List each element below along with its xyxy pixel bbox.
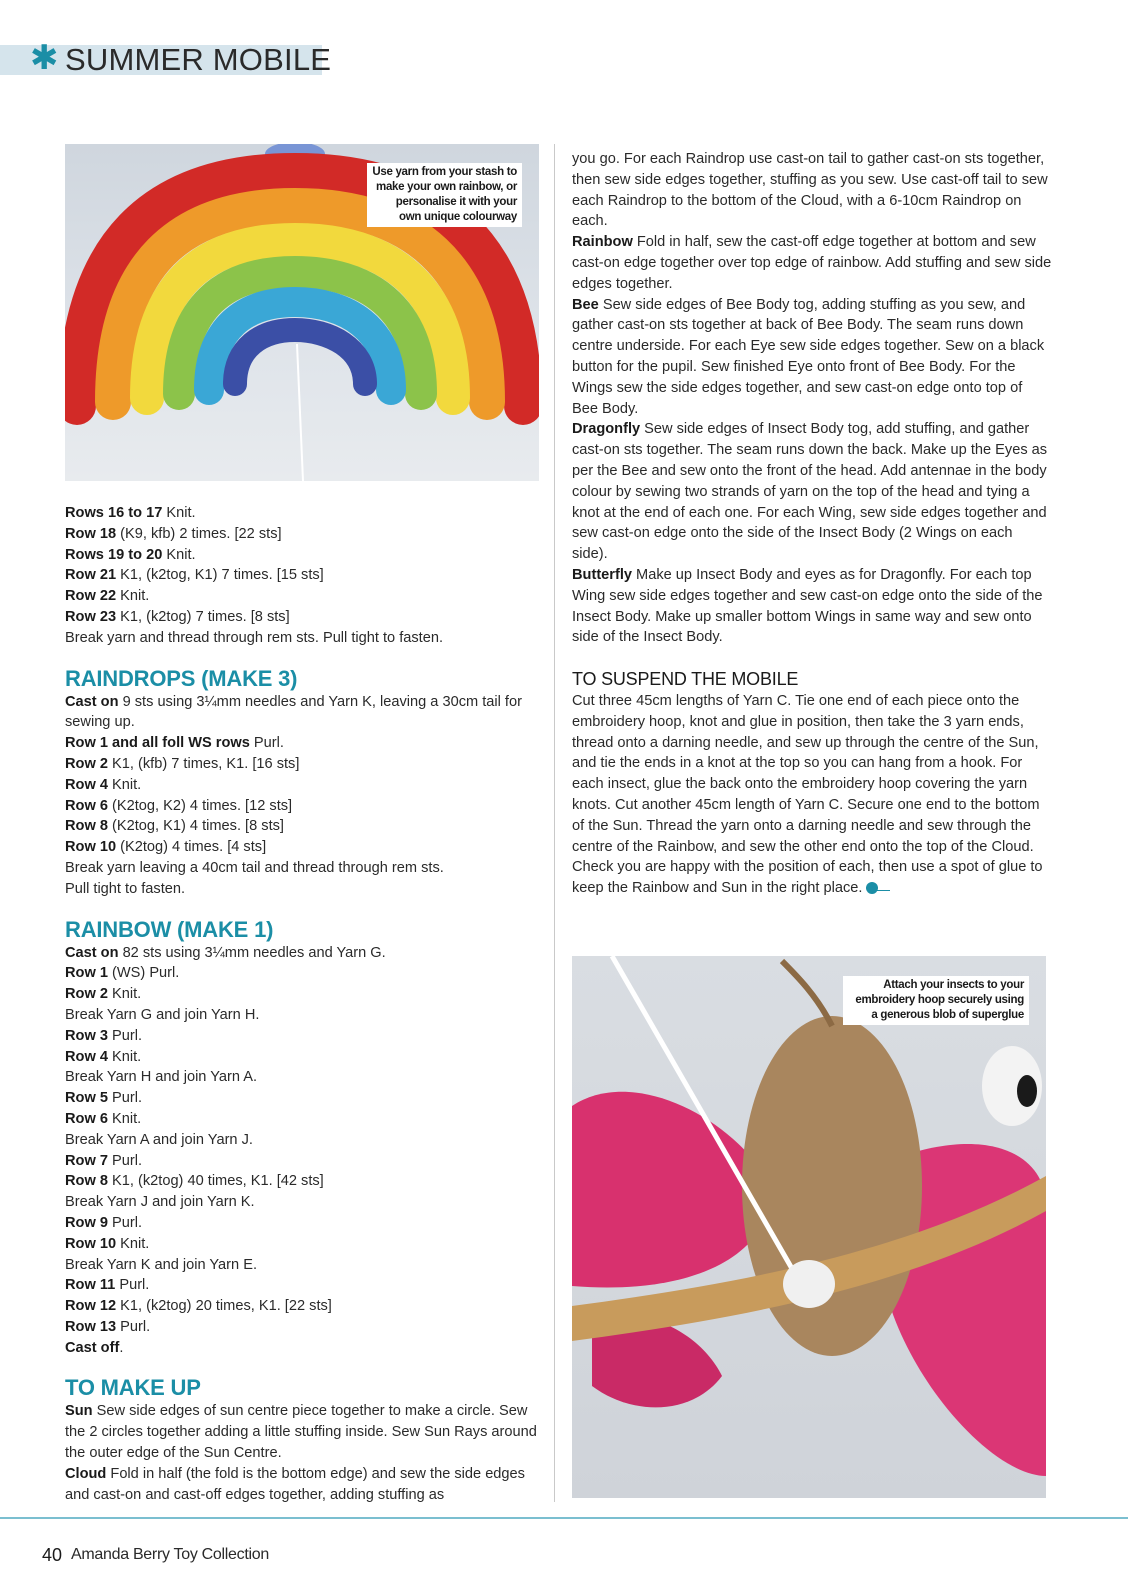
raindrops-rows <box>65 692 537 900</box>
page-title: SUMMER MOBILE <box>65 42 332 77</box>
instruction-paragraph: you go. For each Raindrop use cast-on tail to gather cast-on sts together, then sew side edges together, stuffing as you sew. Use cast-off tail to sew each Raindrop to the bottom of the Cloud, with a 6-10cm Raindrop on each. <box>572 151 1048 230</box>
pattern-row: Break Yarn K and join Yarn E. <box>65 1256 257 1273</box>
instruction-paragraph: Cut three 45cm lengths of Yarn C. Tie one end of each piece onto the embroidery hoop, knot and glue in position, then take the 3 yarn ends, thread onto a darning needle, and sew up through the centre of the Sun, and tie the ends in a knot at the top so you can hang from a hook. For each insect, glue the back onto the embroidery hoop covering the yarn knots. Cut another 45cm length of Yarn C. Secure one end to the bottom of the Sun. Thread the yarn onto a darning needle and sew through the centre of the Rainbow, and sew the other end onto the top of the Cloud. Check you are happy with the position of each, then use a spot of glue to keep the Rainbow and Sun in the right place. <box>572 693 1043 897</box>
pattern-row: Cast off. <box>65 1339 124 1356</box>
footer-rule <box>0 1517 1128 1519</box>
instruction-paragraph: Bee Sew side edges of Bee Body tog, adding stuffing as you sew, and gather cast-on sts together at back of Bee Body. The seam runs down centre underside. For each Eye sew side edges together. Sew on a black button for the pupil. Sew finished Eye onto front of Bee Body. For the Wings sew the side edges together, and sew cast-on edge onto top of Bee Body. <box>572 296 1045 417</box>
pattern-row: Row 22 Knit. <box>65 588 150 605</box>
intro-rows <box>65 503 537 649</box>
pattern-row: Row 23 K1, (k2tog) 7 times. [8 sts] <box>65 608 290 625</box>
column-divider <box>554 144 555 1502</box>
right-column <box>572 149 1052 648</box>
pattern-row: Row 21 K1, (k2tog, K1) 7 times. [15 sts] <box>65 567 324 584</box>
rainbow-heading: RAINBOW (MAKE 1) <box>65 916 274 942</box>
rainbow-rows <box>65 943 537 1359</box>
instruction-paragraph: Sun Sew side edges of sun centre piece together to make a circle. Sew the 2 circles together adding a little stuffing inside. Sew Sun Rays around the outer edge of the Sun Centre. <box>65 1403 537 1462</box>
pattern-row: Row 8 K1, (k2tog) 40 times, K1. [42 sts] <box>65 1173 324 1190</box>
pattern-row: Break Yarn J and join Yarn K. <box>65 1194 255 1211</box>
pattern-row: Row 3 Purl. <box>65 1027 143 1044</box>
asterisk-icon: ✱ <box>30 38 59 78</box>
pattern-row: Row 7 Purl. <box>65 1152 143 1169</box>
make-up-heading: TO MAKE UP <box>65 1375 201 1401</box>
pattern-row: Row 18 (K9, kfb) 2 times. [22 sts] <box>65 525 282 542</box>
raindrops-heading: RAINDROPS (MAKE 3) <box>65 665 298 691</box>
pattern-row: Row 4 Knit. <box>65 776 142 793</box>
pattern-row: Break Yarn H and join Yarn A. <box>65 1069 257 1086</box>
butterfly-caption: Attach your insects to your embroidery hoop securely using a generous blob of superglue <box>843 976 1029 1025</box>
butterfly-illustration <box>572 956 1046 1498</box>
pattern-row: Row 6 Knit. <box>65 1110 142 1127</box>
suspend-section <box>572 667 1052 899</box>
pattern-row: Row 4 Knit. <box>65 1048 142 1065</box>
pattern-row: Row 1 (WS) Purl. <box>65 965 180 982</box>
pattern-row: Row 11 Purl. <box>65 1277 150 1294</box>
page-number: 40 <box>42 1545 63 1565</box>
publication-title: Amanda Berry Toy Collection <box>71 1546 269 1563</box>
instruction-paragraph: Dragonfly Sew side edges of Insect Body tog, add stuffing, and gather cast-on sts together. The seam runs down the back. Make up the Eyes as per the Bee and sew onto the front of the head. Add antennae in the body colour by sewing two strands of yarn on the top of the head and tying a knot at the end of each one. For each Wing, sew side edges together and sew cast-on edge onto the side of the Insect Body (2 Wings on each side). <box>572 421 1048 563</box>
pattern-row: Row 10 (K2tog) 4 times. [4 sts] <box>65 839 267 856</box>
left-column <box>65 503 537 1505</box>
rainbow-caption: Use yarn from your stash to make your own rainbow, or personalise it with your own unique colourway <box>367 163 522 227</box>
pattern-row: Pull tight to fasten. <box>65 880 186 897</box>
pattern-row: Break yarn and thread through rem sts. Pull tight to fasten. <box>65 629 444 646</box>
pattern-row: Row 12 K1, (k2tog) 20 times, K1. [22 sts] <box>65 1298 332 1315</box>
pattern-row: Rows 19 to 20 Knit. <box>65 546 196 563</box>
yarn-ball-icon <box>866 882 880 894</box>
pattern-row: Break yarn leaving a 40cm tail and thread through rem sts. <box>65 859 444 876</box>
instruction-paragraph: Butterfly Make up Insect Body and eyes as for Dragonfly. For each top Wing sew side edges together and sew cast-on edge onto the side of the Insect Body. Make up smaller bottom Wings in same way and sew onto side of the Insect Body. <box>572 566 1043 646</box>
pattern-row: Row 5 Purl. <box>65 1090 143 1107</box>
suspend-heading: TO SUSPEND THE MOBILE <box>572 669 799 689</box>
pattern-row: Row 6 (K2tog, K2) 4 times. [12 sts] <box>65 797 293 814</box>
pattern-row: Break Yarn G and join Yarn H. <box>65 1006 260 1023</box>
pattern-row: Row 2 Knit. <box>65 986 142 1003</box>
pattern-row: Rows 16 to 17 Knit. <box>65 505 196 521</box>
butterfly-photo <box>572 956 1046 1498</box>
make-up-rows <box>65 1401 537 1505</box>
pattern-row: Row 1 and all foll WS rows Purl. <box>65 735 284 752</box>
instruction-paragraph: Cloud Fold in half (the fold is the bottom edge) and sew the side edges and cast-on and cast-off edges together, adding stuffing as <box>65 1465 525 1503</box>
pattern-row: Row 2 K1, (kfb) 7 times, K1. [16 sts] <box>65 755 300 772</box>
pattern-row: Row 8 (K2tog, K1) 4 times. [8 sts] <box>65 818 284 835</box>
pattern-row: Row 9 Purl. <box>65 1214 143 1231</box>
pattern-row: Cast on 9 sts using 3¼mm needles and Yarn K, leaving a 30cm tail for sewing up. <box>65 693 522 731</box>
instruction-paragraph: Rainbow Fold in half, sew the cast-off edge together at bottom and sew cast-on edge together over top edge of rainbow. Add stuffing and sew side edges together. <box>572 234 1052 292</box>
pattern-row: Cast on 82 sts using 3¼mm needles and Yarn G. <box>65 944 386 961</box>
pattern-row: Row 10 Knit. <box>65 1235 150 1252</box>
pattern-row: Break Yarn A and join Yarn J. <box>65 1131 253 1148</box>
pattern-row: Row 13 Purl. <box>65 1318 151 1335</box>
